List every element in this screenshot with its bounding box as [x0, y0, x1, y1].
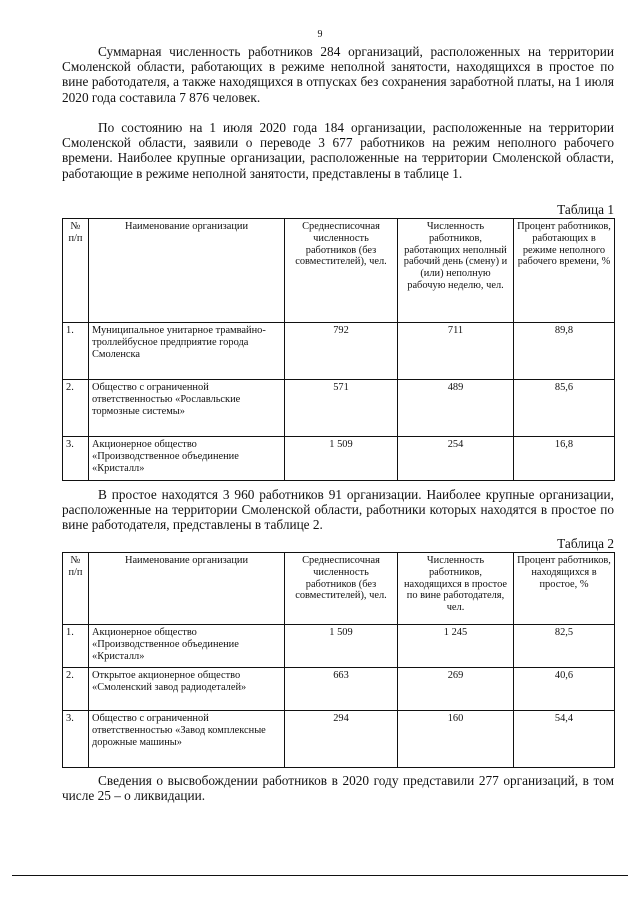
organization-name: Акционерное общество «Производственное объединение «Кристалл» [89, 437, 285, 481]
part-time-percent: 85,6 [514, 380, 615, 437]
paragraph-summary: Суммарная численность работников 284 организаций, расположенных на территории Смоленской области, работающих в режиме неполной занятости, находящихся в простое по вине работодателя, а также находящихся в отпусках без сохранения заработной платы, на 1 июля 2020 года составила 7 876 человек. [62, 44, 614, 105]
page-number: 9 [317, 29, 323, 40]
average-headcount: 1 509 [285, 437, 398, 481]
table-part-time [62, 218, 615, 481]
average-headcount: 294 [285, 711, 398, 768]
table2-header-cell: Наименование организации [89, 553, 285, 625]
organization-name: Общество с ограниченной ответственностью «Рославльские тормозные системы» [89, 380, 285, 437]
paragraph-part-time: По состоянию на 1 июля 2020 года 184 организации, расположенные на территории Смоленской области, заявили о переводе 3 677 работников на режим неполного рабочего времени. Наиболее крупные организации, расположенные на территории Смоленской области, работающие в режиме неполной занятости, представлены в таблице 1. [62, 120, 614, 181]
average-headcount: 1 509 [285, 625, 398, 668]
table-row [63, 323, 615, 380]
page-bottom-rule [12, 875, 628, 876]
paragraph-downtime: В простое находятся 3 960 работников 91 организации. Наиболее крупные организации, расположенные на территории Смоленской области, работники которых находятся в простое по вине работодателя, представлены в таблице 2. [62, 487, 614, 533]
row-number: 2. [63, 668, 89, 711]
table2-header-cell: № п/п [63, 553, 89, 625]
row-number: 1. [63, 323, 89, 380]
average-headcount: 792 [285, 323, 398, 380]
table2-caption: Таблица 2 [557, 536, 614, 551]
organization-name: Открытое акционерное общество «Смоленский завод радиодеталей» [89, 668, 285, 711]
average-headcount: 571 [285, 380, 398, 437]
table-row [63, 625, 615, 668]
table-row [63, 711, 615, 768]
table2-header-cell: Среднесписочная численность работников (без совместителей), чел. [285, 553, 398, 625]
downtime-percent: 82,5 [514, 625, 615, 668]
table2-header-cell: Численность работников, находящихся в простое по вине работодателя, чел. [398, 553, 514, 625]
table-row [63, 380, 615, 437]
organization-name: Муниципальное унитарное трамвайно-троллейбусное предприятие города Смоленска [89, 323, 285, 380]
table1-header-cell: Процент работников, работающих в режиме неполного рабочего времени, % [514, 219, 615, 323]
table1-caption: Таблица 1 [557, 202, 614, 217]
row-number: 2. [63, 380, 89, 437]
downtime-workers: 269 [398, 668, 514, 711]
part-time-workers: 711 [398, 323, 514, 380]
paragraph-releases: Сведения о высвобождении работников в 2020 году представили 277 организаций, в том числе 25 – о ликвидации. [62, 773, 614, 804]
table1-header-cell: № п/п [63, 219, 89, 323]
table1-header-row [63, 219, 615, 323]
table2-header-cell: Процент работников, находящихся в простое, % [514, 553, 615, 625]
organization-name: Акционерное общество «Производственное объединение «Кристалл» [89, 625, 285, 668]
part-time-workers: 489 [398, 380, 514, 437]
table2-header-row [63, 553, 615, 625]
table-row [63, 437, 615, 481]
table1-header-cell: Наименование организации [89, 219, 285, 323]
downtime-percent: 40,6 [514, 668, 615, 711]
row-number: 1. [63, 625, 89, 668]
downtime-percent: 54,4 [514, 711, 615, 768]
table-row [63, 668, 615, 711]
part-time-percent: 89,8 [514, 323, 615, 380]
downtime-workers: 1 245 [398, 625, 514, 668]
average-headcount: 663 [285, 668, 398, 711]
row-number: 3. [63, 711, 89, 768]
table1-header-cell: Среднесписочная численность работников (без совместителей), чел. [285, 219, 398, 323]
organization-name: Общество с ограниченной ответственностью «Завод комплексные дорожные машины» [89, 711, 285, 768]
part-time-workers: 254 [398, 437, 514, 481]
table1-header-cell: Численность работников, работающих неполный рабочий день (смену) и (или) неполную рабочую неделю, чел. [398, 219, 514, 323]
table-downtime [62, 552, 615, 768]
row-number: 3. [63, 437, 89, 481]
part-time-percent: 16,8 [514, 437, 615, 481]
downtime-workers: 160 [398, 711, 514, 768]
